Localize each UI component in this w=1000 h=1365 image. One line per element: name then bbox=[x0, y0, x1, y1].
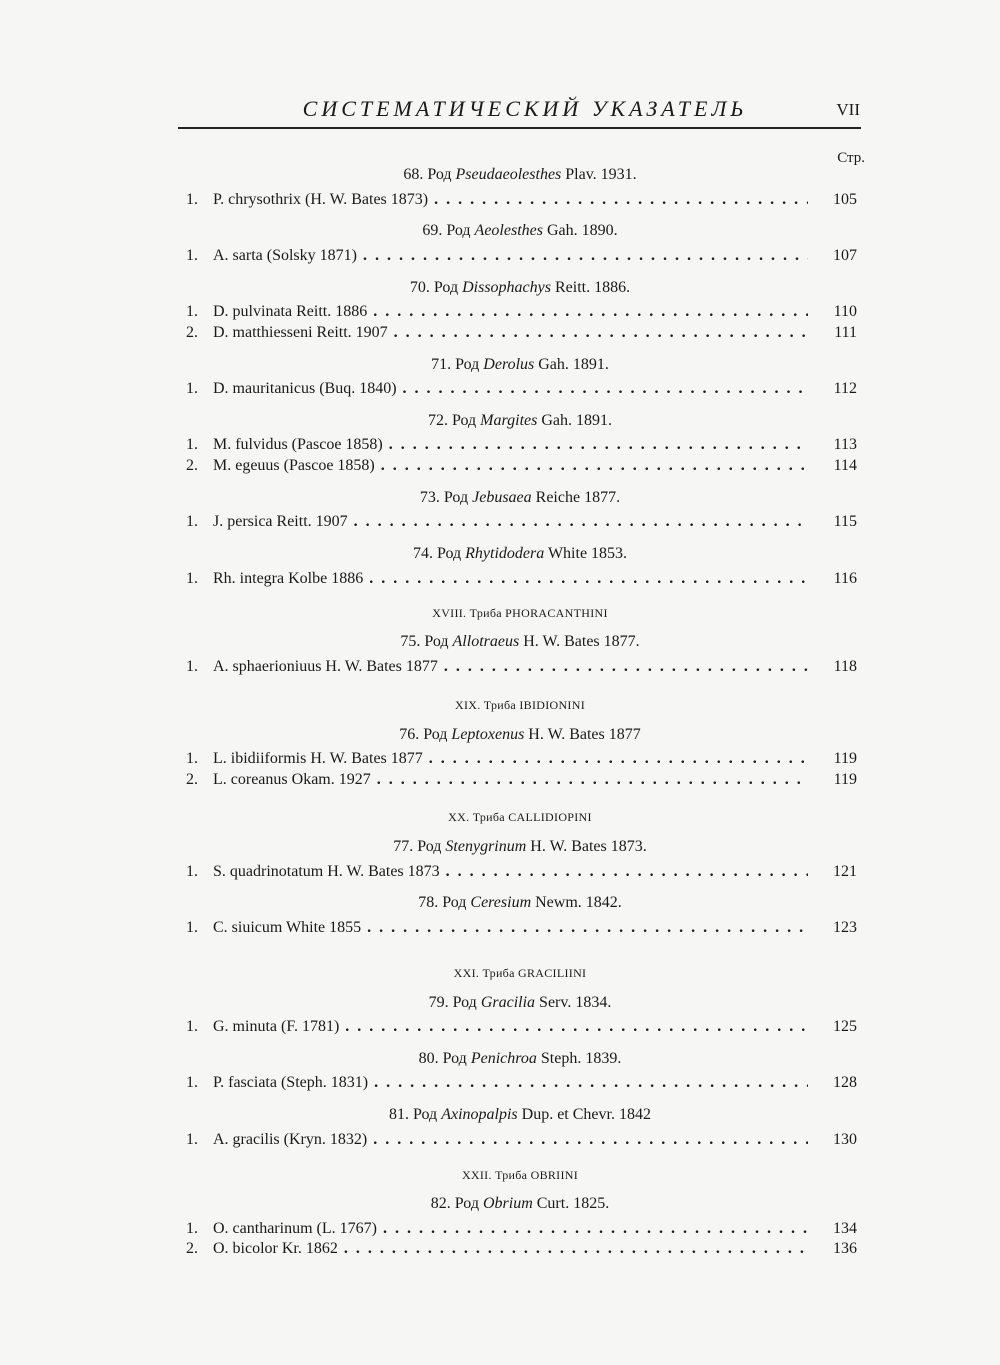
genus-heading: 70. Род Dissophachys Reitt. 1886. bbox=[409, 279, 631, 296]
species-entry: 2. O. bicolor Kr. 1862 . . . 136 bbox=[180, 1240, 860, 1260]
species-entry: 1. A. sphaerioniuus H. W. Bates 1877 . . . 118 bbox=[180, 658, 860, 678]
species-entry: 1. O. cantharinum (L. 1767) . . . 134 bbox=[180, 1220, 860, 1240]
tribe-heading: XX. Триба CALLIDIOPINI bbox=[448, 810, 592, 824]
genus-heading: 77. Род Stenygrinum H. W. Bates 1873. bbox=[393, 838, 647, 855]
header-rule bbox=[178, 127, 861, 129]
species-entry: 1. L. ibidiiformis H. W. Bates 1877 . . . 119 bbox=[180, 750, 860, 770]
genus-heading: 74. Род Rhytidodera White 1853. bbox=[412, 545, 628, 562]
genus-heading: 75. Род Allotraeus H. W. Bates 1877. bbox=[400, 633, 640, 650]
page-number: VII bbox=[836, 100, 860, 119]
species-entry: 1. A. sarta (Solsky 1871) . . . 107 bbox=[180, 247, 860, 267]
genus-heading: 79. Род Gracilia Serv. 1834. bbox=[428, 994, 612, 1011]
page-column-header: Стр. bbox=[837, 150, 865, 166]
species-entry: 1. S. quadrinotatum H. W. Bates 1873 . . . 121 bbox=[180, 863, 860, 883]
tribe-heading: XIX. Триба IBIDIONINI bbox=[454, 698, 585, 712]
tribe-heading: XXI. Триба GRACILIINI bbox=[453, 966, 587, 980]
species-entry: 1. P. fasciata (Steph. 1831) . . . 128 bbox=[180, 1074, 860, 1094]
genus-heading: 80. Род Penichroa Steph. 1839. bbox=[418, 1050, 622, 1067]
species-entry: 2. L. coreanus Okam. 1927 . . . 119 bbox=[180, 771, 860, 791]
species-entry: 1. J. persica Reitt. 1907 . . . 115 bbox=[180, 513, 860, 533]
genus-heading: 81. Род Axinopalpis Dup. et Chevr. 1842 bbox=[389, 1106, 651, 1123]
species-entry: 1. D. pulvinata Reitt. 1886 . . . 110 bbox=[180, 303, 860, 323]
species-entry: 1. A. gracilis (Kryn. 1832) . . . 130 bbox=[180, 1131, 860, 1151]
species-entry: 2. D. matthiesseni Reitt. 1907 . . . 111 bbox=[180, 324, 860, 344]
species-entry: 1. D. mauritanicus (Buq. 1840) . . . 112 bbox=[180, 380, 860, 400]
genus-heading: 73. Род Jebusaea Reiche 1877. bbox=[419, 489, 621, 506]
genus-heading: 82. Род Obrium Curt. 1825. bbox=[430, 1195, 610, 1212]
species-entry: 1. G. minuta (F. 1781) . . . 125 bbox=[180, 1018, 860, 1038]
species-entry: 1. M. fulvidus (Pascoe 1858) . . . 113 bbox=[180, 436, 860, 456]
genus-heading: 69. Род Aeolesthes Gah. 1890. bbox=[422, 222, 618, 239]
genus-heading: 76. Род Leptoxenus H. W. Bates 1877 bbox=[399, 726, 641, 743]
species-entry: 2. M. egeuus (Pascoe 1858) . . . 114 bbox=[180, 457, 860, 477]
species-entry: 1. P. chrysothrix (H. W. Bates 1873) . . . 105 bbox=[180, 191, 860, 211]
species-entry: 1. C. siuicum White 1855 . . . 123 bbox=[180, 919, 860, 939]
tribe-heading: XVIII. Триба PHORACANTHINI bbox=[432, 606, 608, 620]
genus-heading: 78. Род Ceresium Newm. 1842. bbox=[418, 894, 622, 911]
genus-heading: 72. Род Margites Gah. 1891. bbox=[427, 412, 613, 429]
genus-heading: 68. Род Pseudaeolesthes Plav. 1931. bbox=[403, 166, 637, 183]
tribe-heading: XXII. Триба OBRIINI bbox=[461, 1168, 579, 1182]
running-header-title: СИСТЕМАТИЧЕСКИЙ УКАЗАТЕЛЬ bbox=[302, 96, 748, 121]
species-entry: 1. Rh. integra Kolbe 1886 . . . 116 bbox=[180, 570, 860, 590]
genus-heading: 71. Род Derolus Gah. 1891. bbox=[431, 356, 609, 373]
